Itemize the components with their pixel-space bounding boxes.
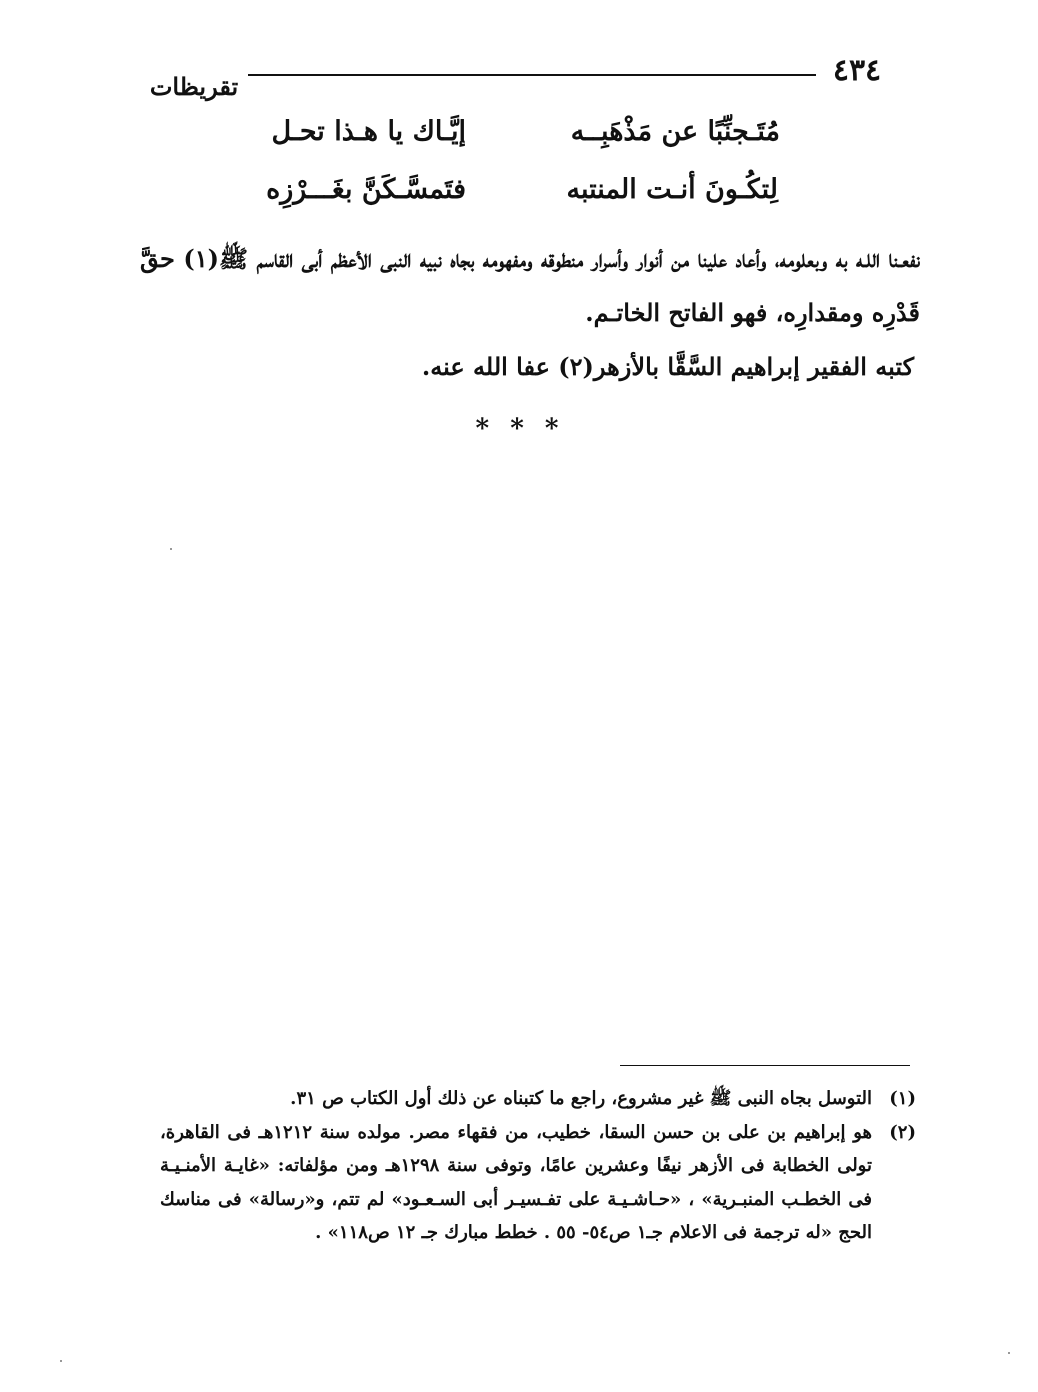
scan-speck [170,548,172,550]
section-separator: * * * [475,414,565,444]
scan-speck [1008,1352,1010,1354]
footnote-1-number: (١) [889,1088,916,1109]
footnote-1 [160,1082,916,1116]
poem-line-1-first-hemistich: إيَّـاك يا هـذا تحـل [271,116,466,147]
poem-line-1-second-hemistich: مُتَـجنِّبًا عن مَذْهَبِــه [570,116,780,147]
body-paragraph: نفعـنا اللـه به وبعلومه، وأعاد علينا من أنوار وأسرار منطوقه ومفهومه بجاه نبيه النبى الأعظم أبى القاسم ﷺ(١) حقَّ قَدْرِه ومقدارِه، فهو الفاتح الخاتـم. [140,244,920,327]
running-title: تقريظات [149,72,239,101]
footnote-2-number: (٢) [889,1121,916,1143]
footnote-2-text: هو إبراهيم بن على بن حسن السقا، خطيب، من فقهاء مصر. مولده سنة ١٢١٢هـ فى القاهرة، تولى الخطابة فى الأزهر نيفًا وعشرين عامًا، وتوفى سنة ١٢٩٨هـ ومن مؤلفاته: «غايـة الأمنـيـة فى الخطـب المنبـرية» ، «حـاشـيـة على تفـسيـر أبى السـعـود» لم تتم، و«رسالة» فى مناسك الحج «له ترجمة فى الاعلام جـ١ ص٥٤- ٥٥ . خطط مبارك جـ ١٢ ص١١٨» . [160,1121,872,1243]
poem-line-2-first-hemistich: فتَمسَّـكَنَّ بغَـــرْزِه [266,174,466,205]
page-number: ٤٣٤ [832,53,882,88]
signature-line: كتبه الفقير إبراهيم السَّقَّا بالأزهر(٢) عفا الله عنه. [421,352,914,381]
footnote-rule [620,1065,910,1066]
poem-line-2-second-hemistich: لِتكُـونَ أنـت المنتبه [566,174,778,205]
body-paragraph-block [140,232,920,340]
scan-speck [60,1360,62,1362]
footnote-2 [160,1116,916,1250]
header-rule [248,74,816,76]
footnote-1-text: التوسل بجاه النبى ﷺ غير مشروع، راجع ما كتبناه عن ذلك أول الكتاب ص ٣١. [290,1088,872,1109]
footnotes [160,1082,916,1250]
